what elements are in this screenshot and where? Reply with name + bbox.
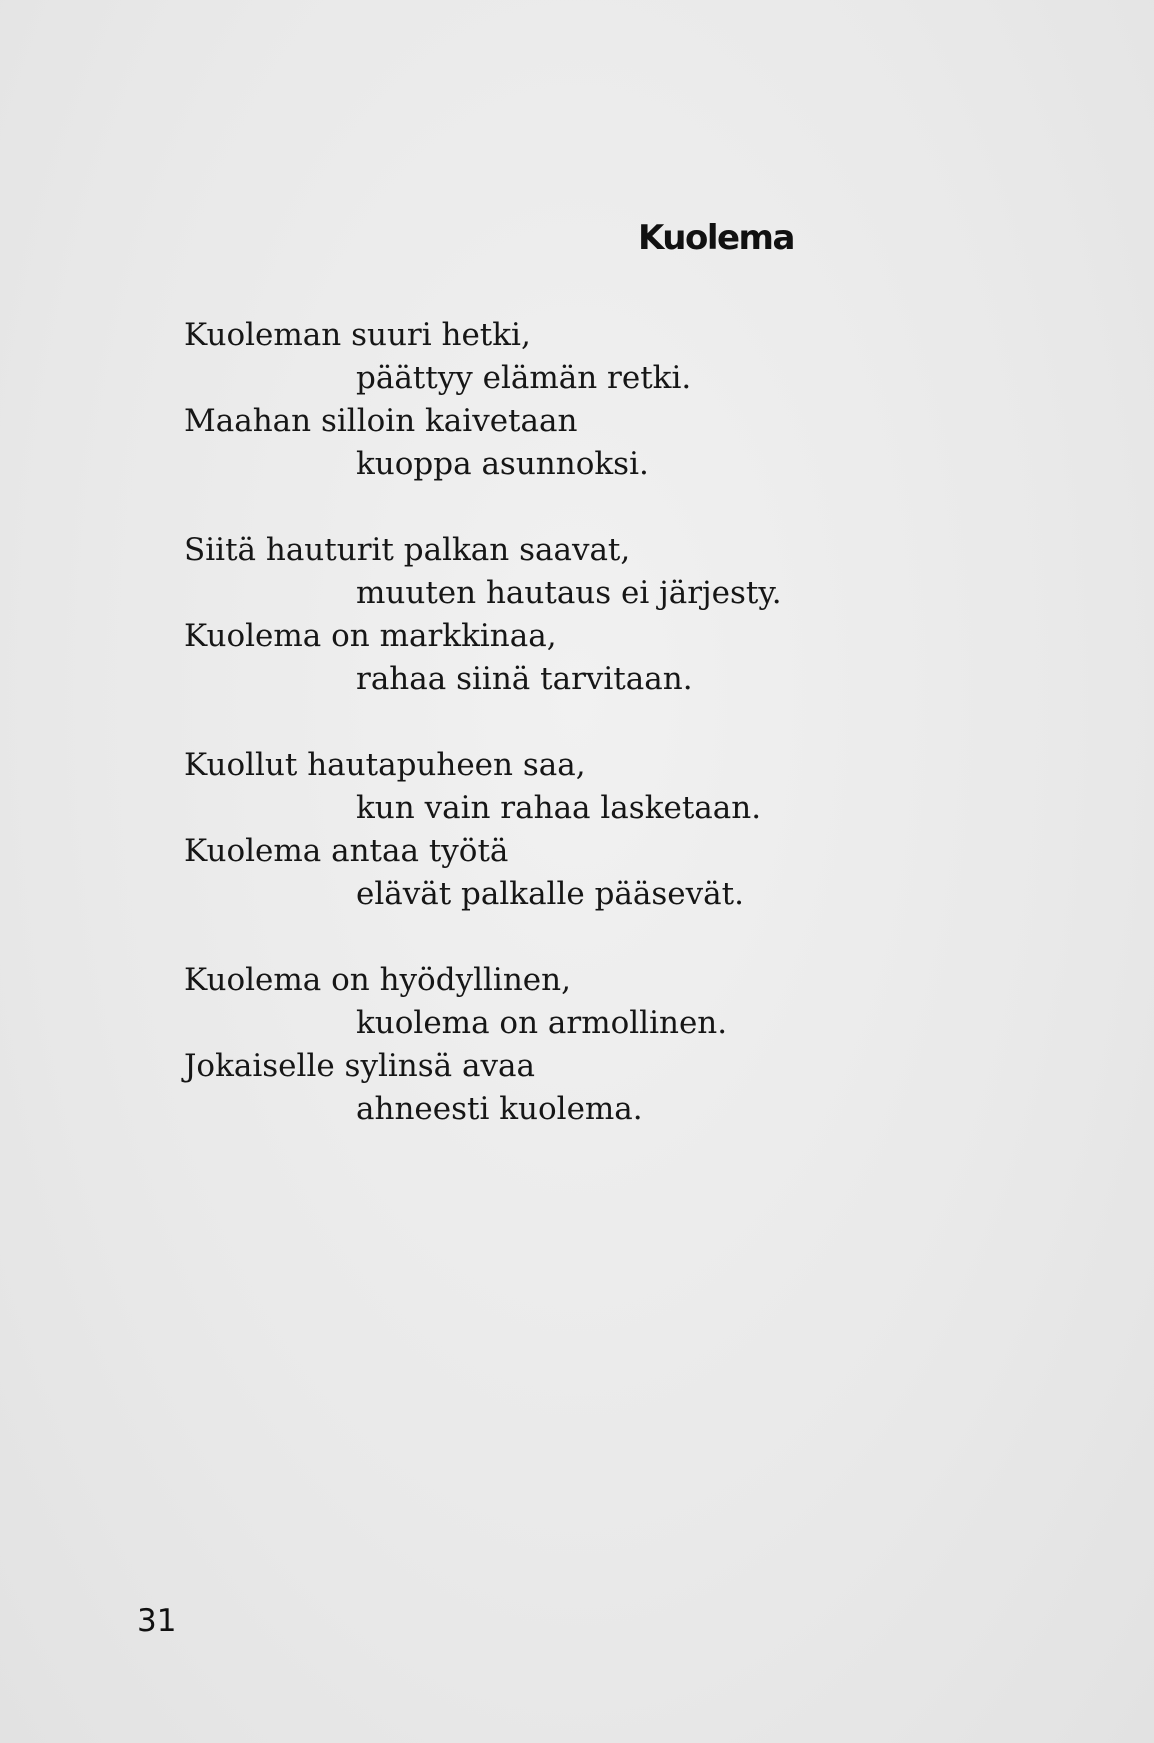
poem-line: Maahan silloin kaivetaan — [184, 403, 578, 439]
poem-line: Kuollut hautapuheen saa, — [184, 747, 586, 783]
poem-line: rahaa siinä tarvitaan. — [356, 661, 693, 697]
stanza-3 — [184, 744, 1084, 916]
poem-line: elävät palkalle pääsevät. — [356, 876, 744, 912]
poem-line: päättyy elämän retki. — [356, 360, 692, 396]
poem-body — [184, 314, 1084, 1131]
poem-line: Kuoleman suuri hetki, — [184, 317, 531, 353]
poem-line: ahneesti kuolema. — [356, 1091, 643, 1127]
poem-line: Kuolema antaa työtä — [184, 833, 509, 869]
poem-line: Kuolema on hyödyllinen, — [184, 962, 571, 998]
poem-line: kun vain rahaa lasketaan. — [356, 790, 762, 826]
poem-line: Jokaiselle sylinsä avaa — [184, 1048, 535, 1084]
poem-line: Siitä hauturit palkan saavat, — [184, 532, 631, 568]
poem-line: kuolema on armollinen. — [356, 1005, 728, 1041]
page-number: 31 — [137, 1603, 177, 1639]
poem-line: kuoppa asunnoksi. — [356, 446, 649, 482]
poem-title: Kuolema — [638, 218, 794, 258]
poem-line: muuten hautaus ei järjesty. — [356, 575, 782, 611]
stanza-1 — [184, 314, 1084, 486]
poem-line: Kuolema on markkinaa, — [184, 618, 557, 654]
stanza-4 — [184, 959, 1084, 1131]
stanza-2 — [184, 529, 1084, 701]
